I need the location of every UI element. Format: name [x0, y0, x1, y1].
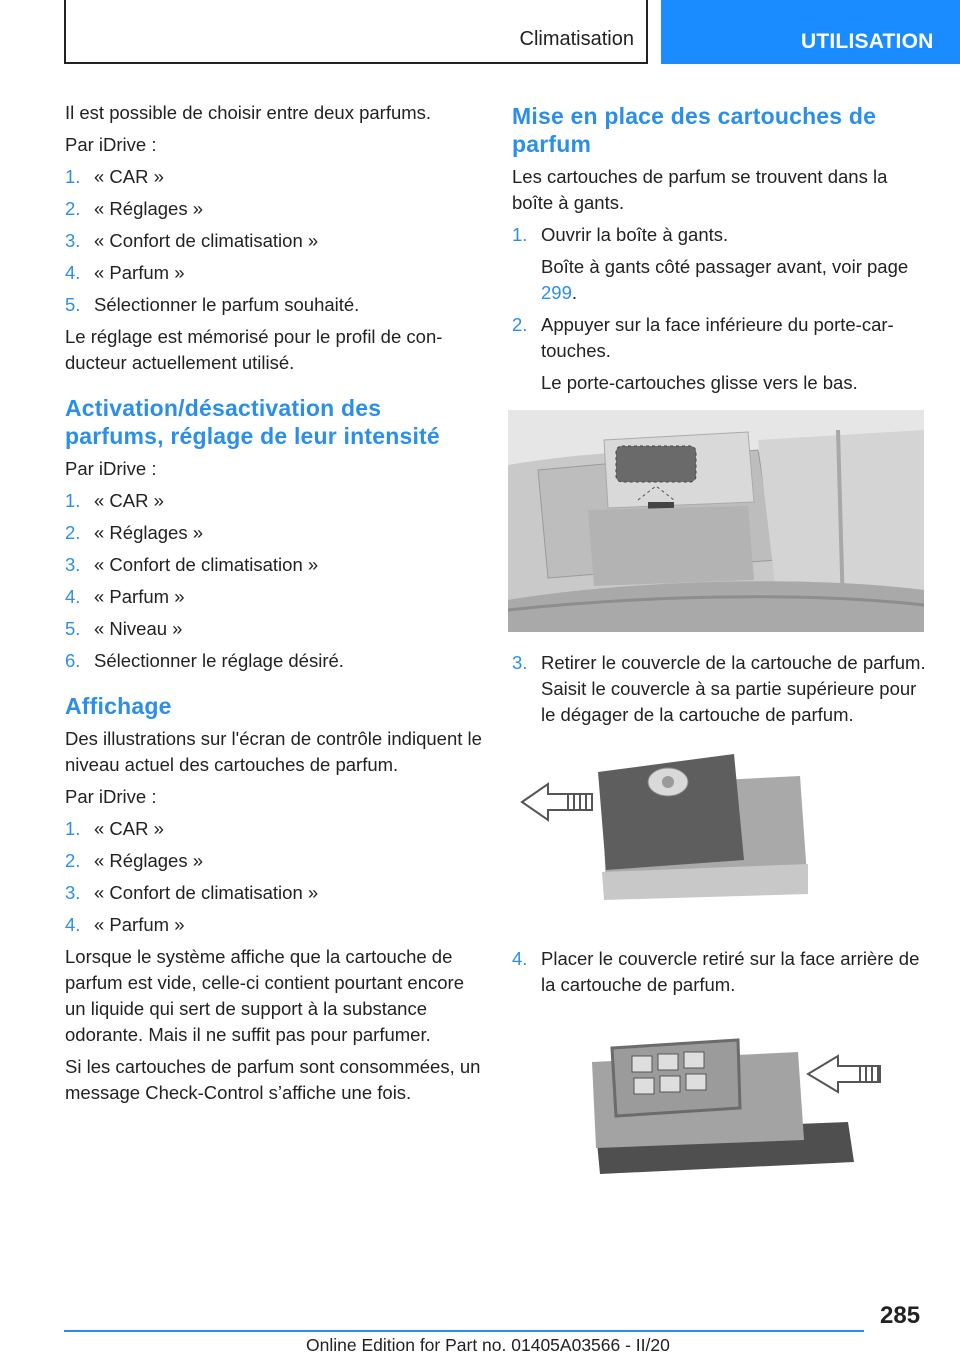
step-text: « CAR » [94, 490, 164, 511]
step-text: Retirer le couvercle de la cartouche de parfum. Saisit le couvercle à sa partie supérieure pour le dégager de la cartouche de parfum. [541, 652, 926, 725]
right-column [512, 100, 928, 1200]
step-number: 1. [65, 166, 81, 187]
step-subtext: Le porte-cartouches glisse vers le bas. [541, 372, 858, 393]
step-number: 1. [512, 224, 528, 245]
step-number: 2. [65, 198, 81, 219]
step-text: « Confort de climatisation » [94, 554, 319, 575]
list-item [512, 312, 928, 396]
memo-text: Le réglage est mémorisé pour le profil de conducteur actuellement utilisé. [65, 326, 443, 373]
list-item [65, 488, 483, 514]
step-text: « Réglages » [94, 198, 204, 219]
heading-activation: Activation/désactivation des parfums, réglage de leur intensité [65, 395, 440, 449]
subtext-part: Boîte à gants côté passager avant, voir page [541, 256, 909, 277]
step-number: 3. [65, 230, 81, 251]
list-item [65, 552, 483, 578]
empty-cartridge-text: Lorsque le système affiche que la cartouche de parfum est vide, celle-ci contient pourtant encore un liquide qui sert de support à la substance odorante. Mais il ne suffit pas pour parfumer. [65, 946, 464, 1045]
consumed-cartridge-text: Si les cartouches de parfum sont consommées, un message Check-Control s’affiche une fois. [65, 1056, 481, 1103]
step-number: 2. [65, 522, 81, 543]
idrive-label: Par iDrive : [65, 786, 157, 807]
list-item [65, 848, 483, 874]
step-text: « CAR » [94, 166, 164, 187]
step-list-install-final [512, 946, 928, 998]
step-number: 3. [65, 882, 81, 903]
intro-text: Les cartouches de parfum se trouvent dans la boîte à gants. [512, 166, 888, 213]
section-title: Climatisation [519, 28, 634, 50]
footer-divider [64, 1330, 864, 1332]
step-text: « Parfum » [94, 262, 185, 283]
list-item [65, 196, 483, 222]
step-number: 4. [65, 586, 81, 607]
step-list-install [512, 222, 928, 396]
step-number: 2. [512, 314, 528, 335]
list-item [512, 650, 928, 728]
place-lid-illustration [508, 1012, 924, 1182]
list-item [512, 222, 928, 306]
left-column [65, 100, 483, 1112]
step-text: Sélectionner le réglage désiré. [94, 650, 344, 671]
idrive-label: Par iDrive : [65, 458, 157, 479]
step-list-choose-perfume [65, 164, 483, 318]
glovebox-photo [508, 410, 924, 632]
step-number: 4. [65, 262, 81, 283]
intro-text: Il est possible de choisir entre deux parfums. [65, 102, 432, 123]
step-number: 2. [65, 850, 81, 871]
heading-mise-en-place: Mise en place des cartouches de parfum [512, 103, 877, 157]
list-item [65, 164, 483, 190]
remove-lid-illustration [508, 742, 924, 928]
footer-edition: Online Edition for Part no. 01405A03566 - II/20 [306, 1335, 670, 1355]
step-text: « Réglages » [94, 850, 204, 871]
list-item [65, 520, 483, 546]
step-list-display [65, 816, 483, 938]
step-text: Ouvrir la boîte à gants. [541, 224, 729, 245]
list-item [65, 616, 483, 642]
subtext-part: . [571, 282, 578, 303]
step-number: 4. [512, 948, 528, 969]
list-item [65, 292, 483, 318]
header-frame [64, 0, 648, 64]
step-text: « Confort de climatisation » [94, 230, 319, 251]
idrive-label: Par iDrive : [65, 134, 157, 155]
affichage-text: Des illustrations sur l'écran de contrôle indiquent le niveau actuel des cartouches de parfum. [65, 728, 482, 775]
list-item [65, 228, 483, 254]
step-text: Placer le couvercle retiré sur la face arrière de la cartouche de parfum. [541, 948, 920, 995]
step-text: Appuyer sur la face inférieure du porte-cartouches. [541, 314, 894, 361]
step-text: « Parfum » [94, 586, 185, 607]
list-item [65, 584, 483, 610]
list-item [65, 816, 483, 842]
step-number: 1. [65, 490, 81, 511]
step-text: « Confort de climatisation » [94, 882, 319, 903]
step-text: « Parfum » [94, 914, 185, 935]
chapter-tab: UTILISATION [661, 0, 960, 64]
step-subtext [541, 254, 928, 306]
step-text: « Réglages » [94, 522, 204, 543]
list-item [65, 880, 483, 906]
step-number: 5. [65, 294, 81, 315]
step-number: 3. [512, 652, 528, 673]
page-number: 285 [880, 1302, 921, 1329]
step-number: 5. [65, 618, 81, 639]
page-link[interactable]: 299 [541, 282, 572, 303]
heading-affichage: Affichage [65, 693, 172, 719]
step-list-install-cont [512, 650, 928, 728]
step-number: 4. [65, 914, 81, 935]
step-number: 6. [65, 650, 81, 671]
step-list-intensity [65, 488, 483, 674]
list-item [65, 648, 483, 674]
step-text: Sélectionner le parfum souhaité. [94, 294, 360, 315]
list-item [65, 260, 483, 286]
list-item [512, 946, 928, 998]
list-item [65, 912, 483, 938]
step-text: « CAR » [94, 818, 164, 839]
step-number: 3. [65, 554, 81, 575]
step-text: « Niveau » [94, 618, 183, 639]
step-number: 1. [65, 818, 81, 839]
